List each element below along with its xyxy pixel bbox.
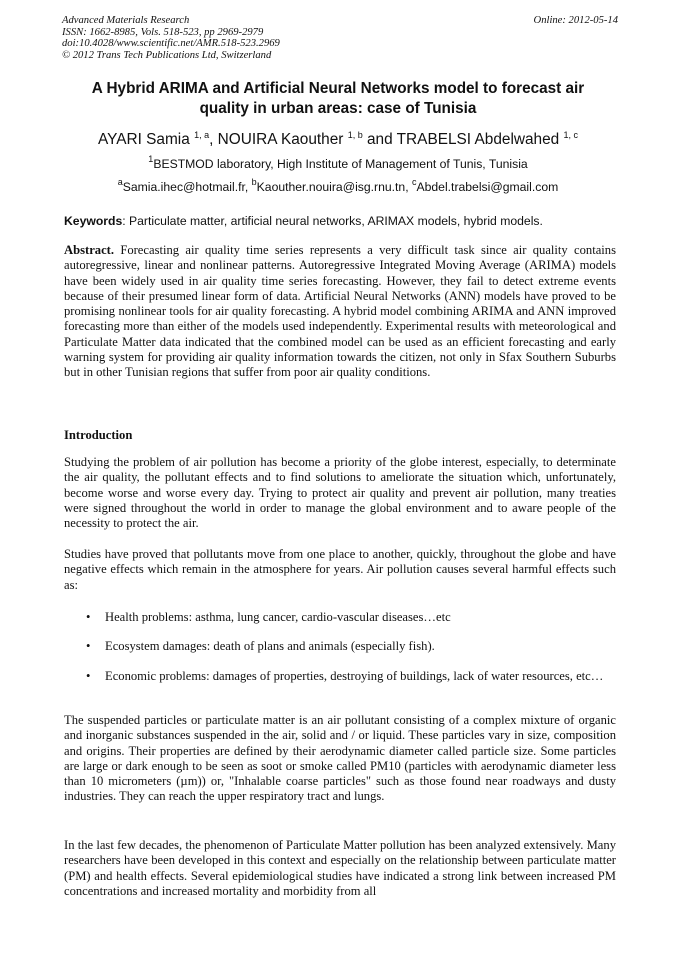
journal-issn: ISSN: 1662-8985, Vols. 518-523, pp 2969-2979 xyxy=(62,26,264,38)
email-superscript: b xyxy=(251,177,257,187)
affiliation-superscript: 1 xyxy=(148,154,154,164)
author-separator: and xyxy=(362,131,397,148)
bullet-marker: • xyxy=(86,639,91,653)
email-list xyxy=(62,177,614,195)
email-address: Abdel.trabelsi@gmail.com xyxy=(416,180,559,194)
author-superscript: 1, a xyxy=(194,130,210,140)
email-superscript: c xyxy=(412,177,417,187)
author-name: AYARI Samia xyxy=(97,131,190,148)
journal-header xyxy=(62,15,618,61)
email-superscript: a xyxy=(117,177,123,187)
journal-name: Advanced Materials Research xyxy=(62,15,190,26)
author-superscript: 1, c xyxy=(563,130,579,140)
keywords-text: : Particulate matter, artificial neural networks, ARIMAX models, hybrid models. xyxy=(122,214,543,228)
affiliation xyxy=(62,154,614,172)
journal-doi: doi:10.4028/www.scientific.net/AMR.518-523.2969 xyxy=(62,38,280,50)
bullet-marker: • xyxy=(86,610,91,624)
bullet-item xyxy=(86,669,616,684)
bullet-item xyxy=(86,610,616,625)
body-paragraph: In the last few decades, the phenomenon of Particulate Matter pollution has been analyzed extensively. Many researchers have been developed in this context and especially on the relationship between particulate matter (PM) and health effects. Several epidemiological studies have indicated a strong link between increased PM concentrations and increased mortality and morbidity from all xyxy=(64,838,616,898)
abstract-label: Abstract. xyxy=(64,243,115,257)
bullet-marker: • xyxy=(86,669,91,683)
abstract-text: Forecasting air quality time series represents a very difficult task since air quality contains autoregressive, linear and nonlinear patterns. Autoregressive Integrated Moving Average (ARIMA) models have been widely used in air quality time series forecasting. However, they fail to detect extreme events because of their presumed linear form of data. Artificial Neural Networks (ANN) models have proved to be promising nonlinear tools for air quality forecasting. A hybrid model combining ARIMA and ANN improved forecasting more than either of the models used independently. Experimental results with meteorological and Particulate Matter data indicated that the combined model can be used as an efficient forecasting and early warning system for providing air quality information towards the citizen, not only in Sfax Southern Suburbs but in other Tunisian regions that suffer from poor air quality conditions. xyxy=(64,243,616,380)
bullet-text: Ecosystem damages: death of plans and animals (especially fish). xyxy=(105,639,435,653)
body-paragraph: The suspended particles or particulate matter is an air pollutant consisting of a complex mixture of organic and inorganic substances suspended in the air, solid and / or liquid. These particles vary in size, composition and origins. Their properties are defined by their aerodynamic diameter called particle size. Some particles are large or dark enough to be seen as soot or smoke called PM10 (particles with aerodynamic diameter less than 10 micrometers (µm)) or, "Inhalable coarse particles" such as those found near roadways and dusty industries. They can reach the upper respiratory tract and lungs. xyxy=(64,713,616,804)
abstract-paragraph xyxy=(64,243,616,381)
title-line-1: A Hybrid ARIMA and Artificial Neural Networks model to forecast air xyxy=(91,80,585,97)
paper-title xyxy=(62,79,614,119)
bullet-text: Economic problems: damages of properties, destroying of buildings, lack of water resources, etc… xyxy=(105,669,604,683)
email-address: Kaouther.nouira@isg.rnu.tn, xyxy=(256,180,412,194)
body-paragraph: Studying the problem of air pollution has become a priority of the globe interest, especially, to determinate the air quality, the pollutant effects and to find solutions to ameliorate the situation which, unfortunately, become worse and worse every day. Trying to protect air quality and prevent air pollution, many treaties were signed throughout the world in order to manage the global environment and to aware people of the necessity to protect the air. xyxy=(64,455,616,531)
keywords-label: Keywords xyxy=(64,214,123,228)
journal-copyright: © 2012 Trans Tech Publications Ltd, Switzerland xyxy=(62,49,272,61)
bullet-text: Health problems: asthma, lung cancer, cardio-vascular diseases…etc xyxy=(105,610,451,624)
bullet-item xyxy=(86,639,616,654)
online-date: Online: 2012-05-14 xyxy=(533,15,618,26)
author-name: NOUIRA Kaouther xyxy=(217,131,344,148)
section-heading-introduction: Introduction xyxy=(64,428,133,442)
keywords xyxy=(64,214,616,229)
affiliation-text: BESTMOD laboratory, High Institute of Management of Tunis, Tunisia xyxy=(153,157,528,171)
author-separator: , xyxy=(209,131,218,148)
author-list xyxy=(62,131,614,149)
email-address: Samia.ihec@hotmail.fr, xyxy=(122,180,252,194)
body-paragraph: Studies have proved that pollutants move from one place to another, quickly, throughout the globe and have negative effects which remain in the atmosphere for years. Air pollution causes several harmful effects such as: xyxy=(64,547,616,592)
author-name: TRABELSI Abdelwahed xyxy=(396,131,560,148)
author-superscript: 1, b xyxy=(347,130,363,140)
title-line-2: quality in urban areas: case of Tunisia xyxy=(199,100,477,117)
